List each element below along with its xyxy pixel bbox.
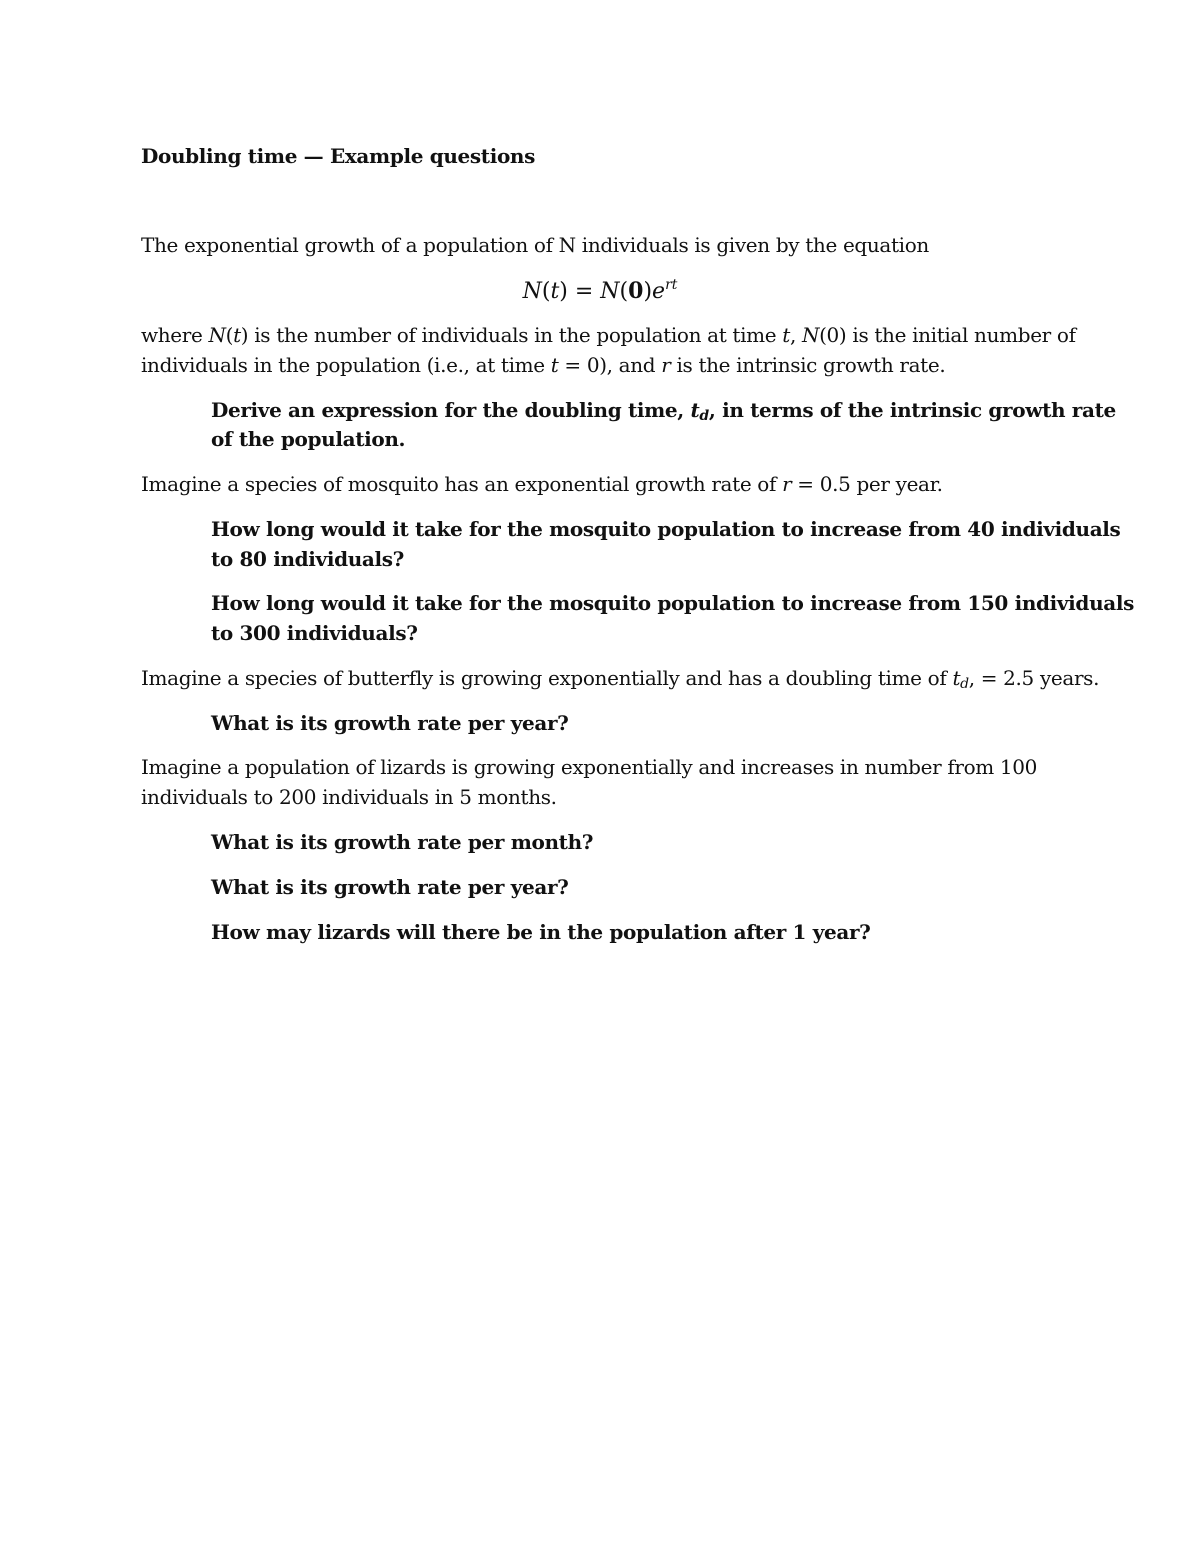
lizard-text-line-1: Imagine a population of lizards is growing exponentially and increases in number from 100 bbox=[141, 755, 1038, 779]
growth-equation: $N(t) = N(0)e^{rt}$ bbox=[522, 277, 678, 304]
question-doubling-time-line-1: Derive an expression for the doubling time, $t_d$, in terms of the intrinsic growth rate bbox=[211, 398, 1116, 424]
lizard-text-line-2: individuals to 200 individuals in 5 months. bbox=[141, 785, 557, 809]
question-lizard-rate-month: What is its growth rate per month? bbox=[211, 830, 594, 854]
question-mosquito-40-line-1: How long would it take for the mosquito population to increase from 40 individuals bbox=[211, 517, 1121, 541]
question-lizard-rate-year: What is its growth rate per year? bbox=[211, 875, 569, 899]
page-title: Doubling time — Example questions bbox=[141, 144, 536, 168]
question-mosquito-150-line-1: How long would it take for the mosquito population to increase from 150 individuals bbox=[211, 591, 1135, 615]
definition-line-2: individuals in the population (i.e., at time t = 0), and r is the intrinsic growth rate. bbox=[141, 353, 946, 377]
question-mosquito-40-line-2: to 80 individuals? bbox=[211, 547, 405, 571]
definition-line-1: where N(t) is the number of individuals in the population at time t, N(0) is the initial number of bbox=[141, 323, 1076, 347]
mosquito-text: Imagine a species of mosquito has an exponential growth rate of r = 0.5 per year. bbox=[141, 472, 943, 496]
butterfly-text: Imagine a species of butterfly is growing exponentially and has a doubling time of $t_d$, = 2.5 years. bbox=[141, 666, 1100, 692]
question-doubling-time-line-2: of the population. bbox=[211, 427, 406, 451]
question-lizard-count: How may lizards will there be in the population after 1 year? bbox=[211, 920, 871, 944]
question-butterfly-rate: What is its growth rate per year? bbox=[211, 711, 569, 735]
intro-text: The exponential growth of a population of N individuals is given by the equation bbox=[141, 233, 929, 257]
question-mosquito-150-line-2: to 300 individuals? bbox=[211, 621, 418, 645]
